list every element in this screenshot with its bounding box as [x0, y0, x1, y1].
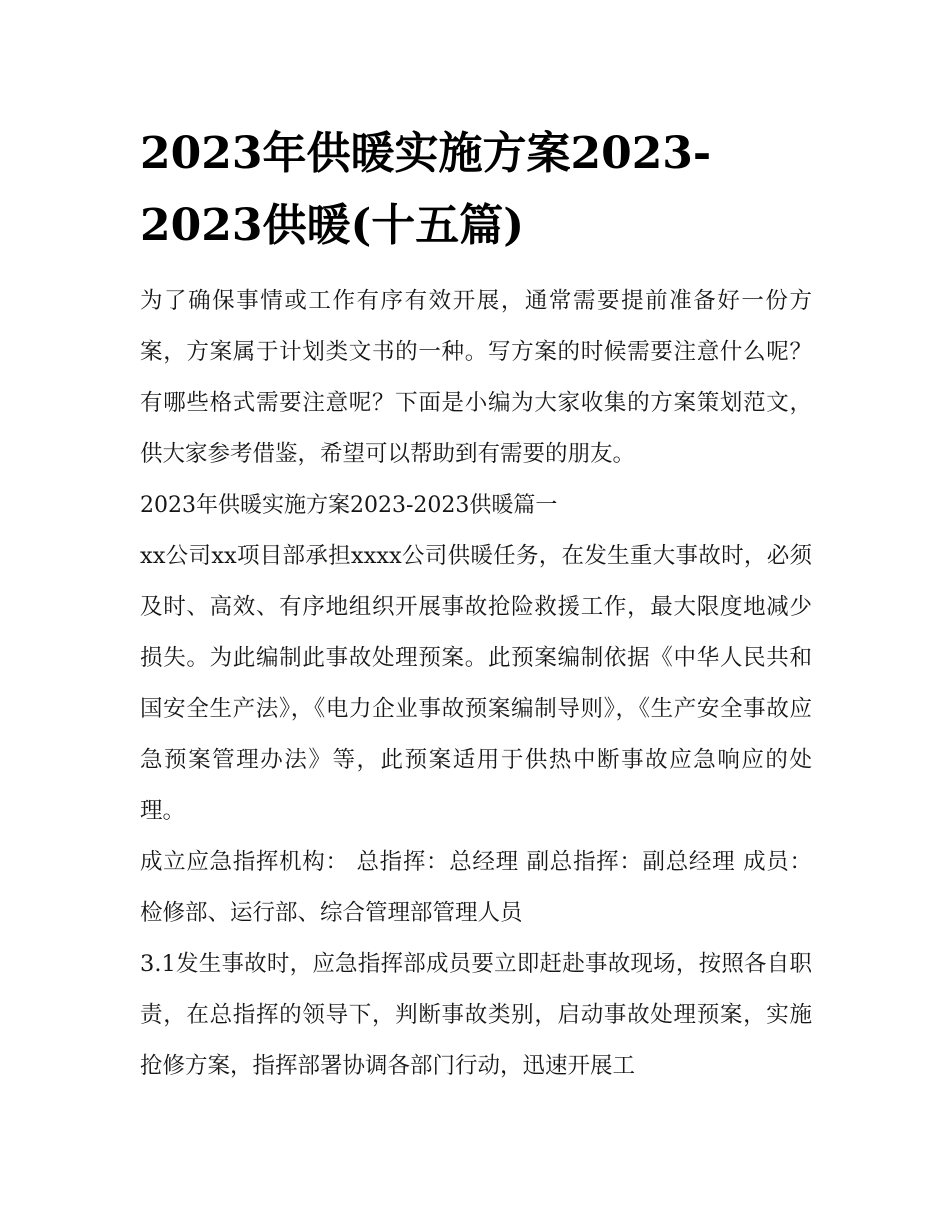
body-paragraph: 3.1发生事故时，应急指挥部成员要立即赶赴事故现场，按照各自职责，在总指挥的领导下，判断事故类别，启动事故处理预案，实施抢修方案，指挥部署协调各部门行动，迅速开展工	[140, 951, 812, 1079]
document-title: 2023年供暖实施方案2023-2023供暖(十五篇)	[140, 128, 712, 251]
document-body	[140, 276, 812, 1092]
body-paragraph: 成立应急指挥机构： 总指挥：总经理 副总指挥：副总经理 成员：检修部、运行部、综合管理部管理人员	[140, 849, 812, 926]
body-paragraph: xx公司xx项目部承担xxxx公司供暖任务，在发生重大事故时，必须及时、高效、有序地组织开展事故抢险救援工作，最大限度地减少损失。为此编制此事故处理预案。此预案编制依据《中华人民共和国安全生产法》，《电力企业事故预案编制导则》，《生产安全事故应急预案管理办法》等，此预案适用于供热中断事故应急响应的处理。	[140, 543, 812, 824]
section-heading: 2023年供暖实施方案2023-2023供暖篇一	[140, 493, 558, 518]
intro-paragraph: 为了确保事情或工作有序有效开展，通常需要提前准备好一份方案，方案属于计划类文书的一种。写方案的时候需要注意什么呢？有哪些格式需要注意呢？下面是小编为大家收集的方案策划范文，供大家参考借鉴，希望可以帮助到有需要的朋友。	[140, 288, 812, 467]
